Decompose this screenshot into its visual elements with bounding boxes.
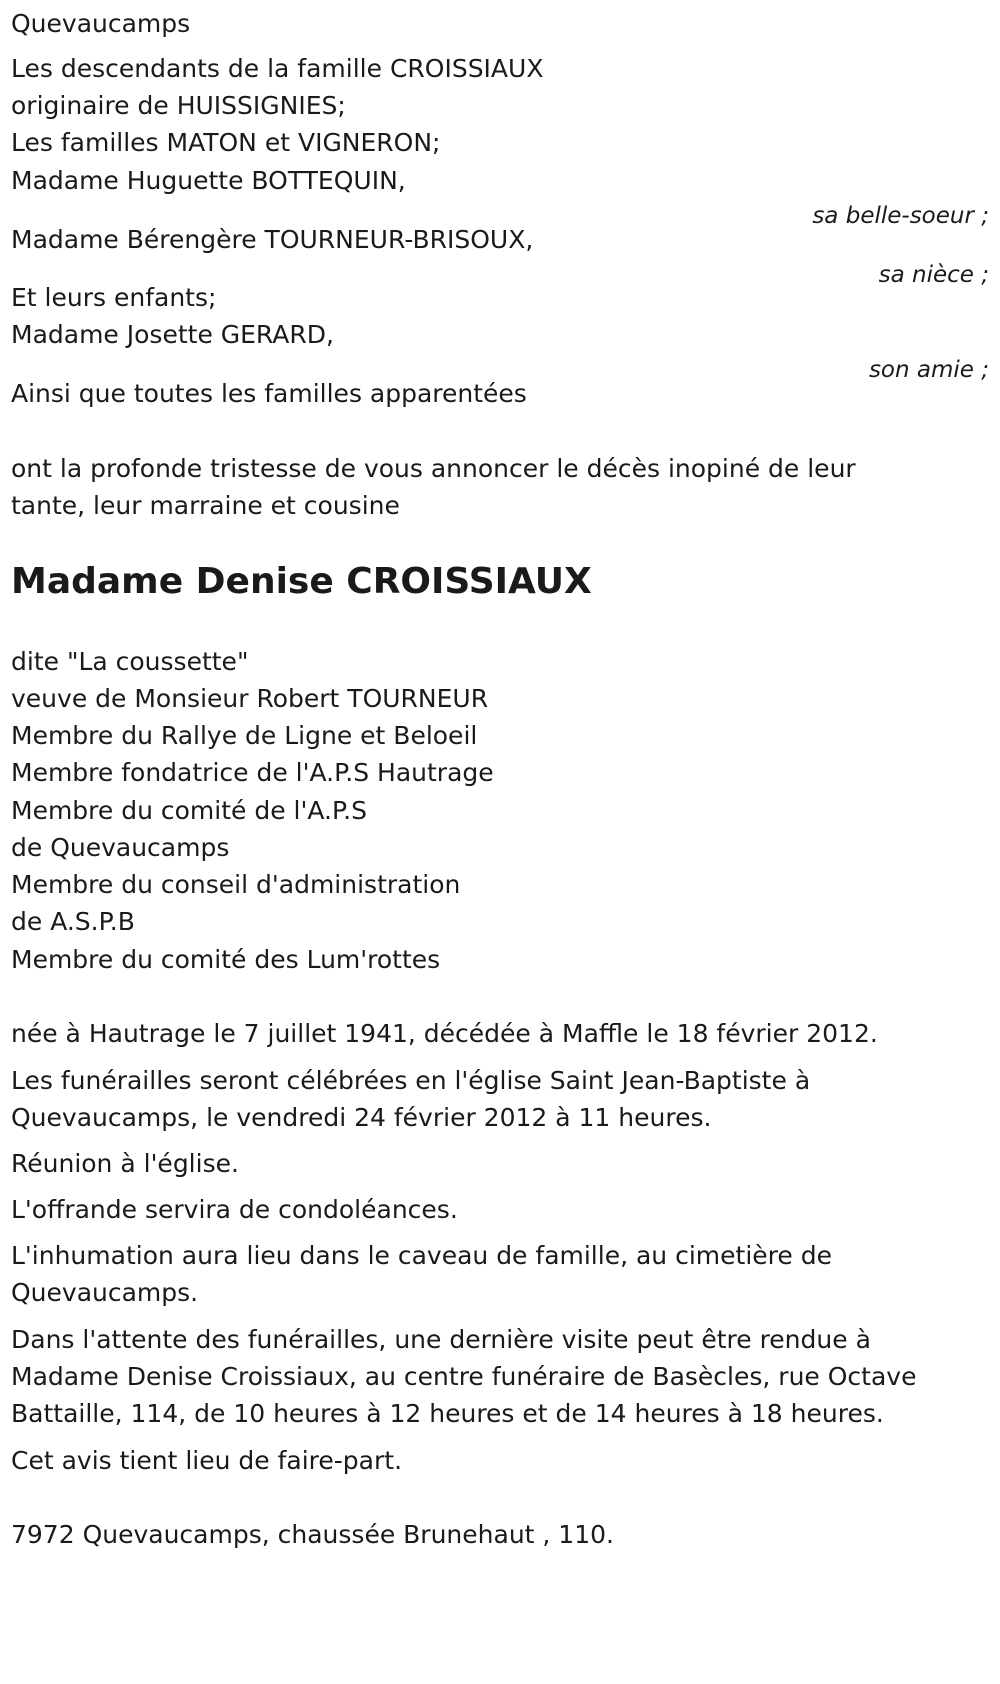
visit-line-3: Battaille, 114, de 10 heures à 12 heures et de 14 heures à 18 heures.: [11, 1399, 884, 1428]
relation-niece: sa nièce ;: [878, 262, 989, 288]
detail-line-2: veuve de Monsieur Robert TOURNEUR: [11, 684, 489, 713]
family-line-5: Madame Bérengère TOURNEUR-BRISOUX,: [11, 225, 534, 254]
detail-line-1: dite "La coussette": [11, 647, 249, 676]
address-line: 7972 Quevaucamps, chaussée Brunehaut , 110.: [11, 1520, 614, 1549]
offrande-line: L'offrande servira de condoléances.: [11, 1195, 458, 1224]
reunion-line: Réunion à l'église.: [11, 1149, 239, 1178]
faire-part-line: Cet avis tient lieu de faire-part.: [11, 1446, 403, 1475]
funeral-line-2: Quevaucamps, le vendredi 24 février 2012 à 11 heures.: [11, 1103, 712, 1132]
detail-line-3: Membre du Rallye de Ligne et Beloeil: [11, 721, 478, 750]
inhumation-line-2: Quevaucamps.: [11, 1278, 199, 1307]
deceased-name: Madame Denise CROISSIAUX: [11, 561, 592, 602]
family-line-6: Et leurs enfants;: [11, 283, 217, 312]
relation-belle-soeur: sa belle-soeur ;: [812, 203, 989, 229]
birth-death-line: née à Hautrage le 7 juillet 1941, décédée à Maffle le 18 février 2012.: [11, 1019, 878, 1048]
family-line-2: originaire de HUISSIGNIES;: [11, 91, 346, 120]
announce-line-1: ont la profonde tristesse de vous annoncer le décès inopiné de leur: [11, 454, 856, 483]
inhumation-line-1: L'inhumation aura lieu dans le caveau de famille, au cimetière de: [11, 1241, 832, 1270]
detail-line-5: Membre du comité de l'A.P.S: [11, 796, 367, 825]
announce-line-2: tante, leur marraine et cousine: [11, 491, 400, 520]
family-line-3: Les familles MATON et VIGNERON;: [11, 128, 441, 157]
family-line-8: Ainsi que toutes les familles apparentées: [11, 379, 527, 408]
town-heading: Quevaucamps: [11, 9, 191, 38]
funeral-line-1: Les funérailles seront célébrées en l'église Saint Jean-Baptiste à: [11, 1066, 811, 1095]
visit-line-1: Dans l'attente des funérailles, une dernière visite peut être rendue à: [11, 1325, 871, 1354]
detail-line-7: Membre du conseil d'administration: [11, 870, 461, 899]
detail-line-8: de A.S.P.B: [11, 907, 135, 936]
relation-amie: son amie ;: [868, 357, 989, 383]
visit-line-2: Madame Denise Croissiaux, au centre funéraire de Basècles, rue Octave: [11, 1362, 917, 1391]
detail-line-4: Membre fondatrice de l'A.P.S Hautrage: [11, 758, 494, 787]
detail-line-9: Membre du comité des Lum'rottes: [11, 945, 441, 974]
family-line-1: Les descendants de la famille CROISSIAUX: [11, 54, 544, 83]
family-line-7: Madame Josette GERARD,: [11, 320, 334, 349]
detail-line-6: de Quevaucamps: [11, 833, 230, 862]
family-line-4: Madame Huguette BOTTEQUIN,: [11, 166, 406, 195]
